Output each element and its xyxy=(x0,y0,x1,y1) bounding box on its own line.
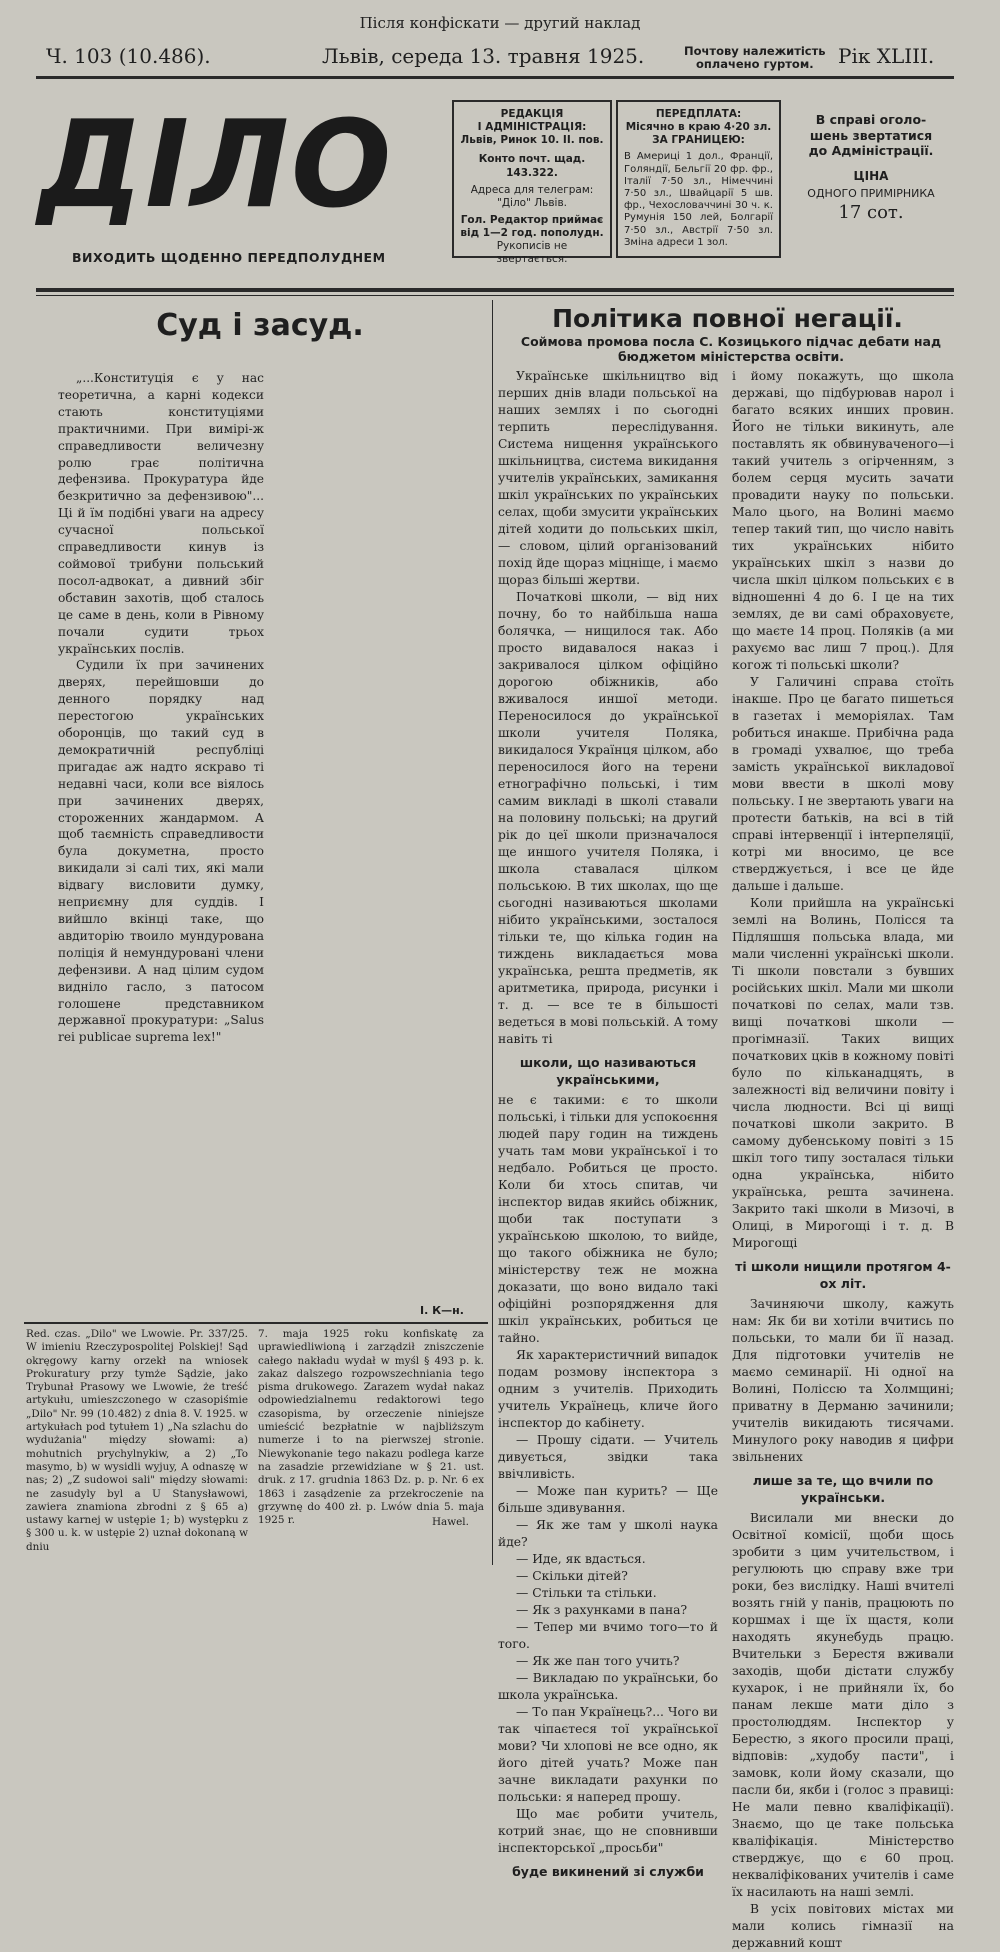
subscription-box xyxy=(616,100,781,258)
main-paragraph: — Як з рахунками в пана? xyxy=(516,1603,688,1617)
main-paragraph: Початкові школи, — від них почну, бо то найбільша наша болячка, — нищилося так. Або просто видавалося наказ і закривалося цілком офіційно дорогою обіжників, або вживалося иншої методи. Переносилося до української школи учителя Поляка, викидалося Українця цілком, або переносилося його на терени етнографічно польські, і тим самим викладі в школі ставали на половину польські; на другий рік до цеї школи призначалося ще иншого учителя Поляка, і школа ставалася цілком польською. В тих школах, що ще сьогодні називаються школами нібито українськими, зосталося тільки те, що кілька годин на тиждень викладається мова українська, решта предметів, як аритметика, природа, рисунки і т. д. — все те в більшості ведеться в мові польській. А тому навіть ті xyxy=(498,590,718,1046)
masthead-rule-bottom xyxy=(36,295,954,296)
ads-line-3: до Адміністрації. xyxy=(808,143,934,158)
main-column-1 xyxy=(498,368,718,1884)
main-paragraph: — Як же пан того учить? xyxy=(516,1654,680,1668)
main-subheading: школи, що називаються українськими, xyxy=(519,1055,697,1087)
main-paragraph: Як характеристичний випадок подам розмову інспектора з одним з учителів. Приходить учитель Українець, кличе його інспектор до кабінету. xyxy=(498,1348,718,1430)
main-paragraph: і йому покажуть, що школа державі, що підбурював нарол і багато всяких инших провин. Його не тільки викинуть, але поставлять як обвинуваченого—і такий учитель з огірченням, з болем серця мусить зачати провадити науку по польськи. Мало цього, на Волині маємо тепер такий тип, що число навіть тих українських нібито українських шкіл з назви до числа шкіл цілком польських є в відношенні 4 до 6. І це на тих землях, де ви самі обраховуєте, що маєте 14 проц. Поляків (а ми рахуємо вас лиш 7 проц.). Для когож ті польські школи? xyxy=(732,369,954,672)
dateline: Львів, середа 13. травня 1925. xyxy=(322,44,645,68)
left-paragraph: Судили їх при зачинених дверях, перейшовши до денного порядку над перестогою українських оборонців, що такий суд в демократичній республіці пригадає аж надто яскраво ті недавні часи, коли все віялось при зачинених дверях, стороженних жандармом. А щоб таємність справедливости була докуметна, просто викидали зі салі тих, які мали відвагу висловити думку, неприємну для суддів. І вийшло вкінці таке, що авдиторію твоило мундурована поліція й немундуровані члени дефензиви. А над цілим судом видніло гасло, з патосом голошене представником державної прокуратури: „Salus rei publicae suprema lex!" xyxy=(58,658,264,1045)
main-paragraph: — Скільки дітей? xyxy=(516,1569,628,1583)
left-paragraph: „...Конституція є у нас теоретична, а карні кодекси стають конституціями практичними. При вимірі-ж справедливости величезну ролю грає політична дефензива. Прокуратура йде безкритично за дефензивою"... Ці й їм подібні уваги на адресу сучасної польської справедливости кинув із соймової трибуни польський посол-адвокат, а дивний збіг обставин захотів, щоб сталось це саме в день, коли в Рівному почали судити трьох українських послів. xyxy=(58,371,264,656)
editorial-subtitle: І АДМІНІСТРАЦІЯ: xyxy=(477,121,587,134)
main-paragraph: В усіх повітових містах ми мали колись гімназії на державний кошт xyxy=(732,1902,954,1950)
legal-rule xyxy=(24,1322,488,1324)
main-paragraph: Українське шкільництво від перших днів влади польської на наших землях і по сьогодні терпить переслідування. Система нищення українського шкільництва, система викидання учителів українських, замикання шкіл українських по українських селах, щоби змусити українських дітей ходити до польських шкіл, — словом, цілий організований похід йде щораз міцніще, і маємо щораз більші жертви. xyxy=(498,369,718,587)
main-subheading: ті школи нищили протягом 4-ох літ. xyxy=(735,1259,951,1291)
main-paragraph: — Иде, як вдасться. xyxy=(516,1552,646,1566)
column-divider xyxy=(492,300,493,1565)
main-paragraph: Висилали ми внески до Освітної комісії, щоби щось зробити з цим учительством, і регулюють цю справу вже три роки, без вислідку. Наші вчителі возять гній у панів, працюють по коршмах і ще їх щастя, коли находять якунебудь працю. Вчительки з Берестя вживали заходів, щоби дістати службу кухарок, і не прийняли їх, бо панам лекше мати діло з простолюддям. Інспектор у Берестю, з якого просили праці, відповів: „худобу пасти", і замовк, коли йому сказали, що пасли би, якби і (голос з правиці: Не мали певно кваліфікації). Знаємо, що це таке польська кваліфікація. Міністерство стверджує, що є 60 проц. некваліфікованих учителів і саме їх насилають на наші землі. xyxy=(732,1511,954,1899)
edition-note: Після конфіскати — другий наклад xyxy=(359,14,641,32)
price-value: 17 сот. xyxy=(838,201,904,223)
ads-line-2: шень звертатися xyxy=(809,127,933,143)
main-paragraph: — То пан Українець?... Чого ви так чіпаєтеся тої української мови? Чи хлопові не все одно, як його дітей учать? Може пан зачне викладати рахунки по польськи: я наперед прошу. xyxy=(498,1705,718,1804)
main-paragraph: — Може пан курить? — Ще більше здивування. xyxy=(498,1484,718,1515)
left-article-body xyxy=(58,370,264,1046)
main-paragraph: У Галичині справа стоїть інакше. Про це багато пишеться в газетах і меморіялах. Там робиться инакше. Прибічна рада в громаді ухвалює, що треба замість української викладової мови ввести в школі мову польську. І не звертають уваги на протести батьків, на всі в тій справі інтервенції і інтерпеляції, котрі ми вносимо, це все стверджується, і все це йде дальше і дальше. xyxy=(732,675,954,893)
editorial-box xyxy=(452,100,612,266)
editorial-account: Конто почт. щад. 143.322. xyxy=(478,153,586,179)
ads-line-1: В справі оголо- xyxy=(815,112,927,127)
main-column-2 xyxy=(732,368,954,1952)
legal-notice-right: 7. maja 1925 roku konfiskatę za uprawiedliwioną i zarządził zniszczenie całego nakładu wydał w myśl § 493 p. k. zakaz dalszego rozpowszechniania tego pisma drukowego. Zarazem wydał nakaz odpowiedzialnemu redaktorowi tego czasopisma, by orzeczenie niniejsze umieścić bezpłatnie w najbliższym numerze i to na pierwszej stronie. Niewykonanie tego nakazu podlega karze na zasadzie przewidziane w § 21. ust. druk. z 17. grudnia 1863 Dz. p. p. Nr. 6 ex 1863 i zasądzenie za przekroczenie na grzywnę do 400 zł. p. Lwów dnia 5. maja 1925 r. xyxy=(258,1328,484,1527)
price-label: ОДНОГО ПРИМІРНИКА xyxy=(807,186,935,200)
masthead-logo: ДІЛО xyxy=(38,93,394,235)
postage-line-2: оплачено гуртом. xyxy=(695,57,814,71)
main-paragraph: — Стільки та стільки. xyxy=(516,1586,657,1600)
price-title: ЦІНА xyxy=(853,168,889,183)
main-headline: Політика повної негації. xyxy=(552,304,903,333)
main-paragraph: — Прошу сідати. — Учитель дивується, звідки така ввічливість. xyxy=(498,1433,718,1481)
main-subheading: лише за те, що вчили по українськи. xyxy=(752,1473,934,1505)
issue-number: Ч. 103 (10.486). xyxy=(46,44,211,68)
main-paragraph: — Викладаю по українськи, бо школа українська. xyxy=(498,1671,718,1702)
subscription-domestic: Місячно в краю 4·20 зл. xyxy=(625,121,772,134)
main-paragraph: Що має робити учитель, котрий знає, що не сповнивши інспекторської „просьби" xyxy=(498,1807,718,1855)
legal-signature: Hawel. xyxy=(432,1516,469,1528)
editorial-hours: Гол. Редактор приймає від 1—2 год. пополудн. xyxy=(460,213,604,239)
editorial-address: Львів, Ринок 10. II. пов. xyxy=(460,134,604,147)
main-paragraph: — Як же там у школі наука йде? xyxy=(498,1518,718,1549)
masthead-rule-top xyxy=(36,288,954,292)
main-subheadline: Соймова промова посла С. Козицького підчас дебати над бюджетом міністерства освіти. xyxy=(520,334,942,364)
subscription-abroad: В Америці 1 дол., Франції, Голяндії, Бельгії 20 фр. фр., Італії 7·50 зл., Німеччині 7·50 зл., Швайцарії 5 шв. фр., Чехословаччині 30 ч. к. Румунія 150 лей, Болгарії 7·50 зл., Австрії 7·50 зл. Зміна адреси 1 зол. xyxy=(624,151,773,248)
subscription-title: ПЕРЕДПЛАТА: xyxy=(655,108,742,120)
header-rule xyxy=(36,76,954,79)
postage-line-1: Почтову належитість xyxy=(684,44,826,58)
year-label: Рік XLIII. xyxy=(838,44,935,68)
main-subheading: буде викинений зі служби xyxy=(512,1864,704,1879)
editorial-telegram: Адреса для телеграм: "Діло" Львів. xyxy=(470,183,594,209)
legal-notice-left: Red. czas. „Dilo" we Lwowie. Pr. 337/25. W imieniu Rzeczypospolitej Polskiej! Sąd okręgowy karny orzekł na wniosek Prokuratury przy tymże Sądzie, jako Trybunał Prasowy we Lwowie, że treść artykułu, umieszczonego w czasopiśmie „Dilo" Nr. 99 (10.482) z dnia 8. V. 1925. w artykułach pod tytułem 1) „Na szlachu do wydużania" między słowami: a) mohutnich prychylnykiw, a 2) „To masymo, b) w wysidli wyjuy, A odnaszę w nas; 2) „Z sudowoi sali" między słowami: ne zasudyly byl a U Stanysławowi, zawiera znamiona zbrodni z § 65 a) ustawy karnej w ustępie 1; b) występku z § 300 u. k. w ustępie 2) uznał dokonaną w dniu xyxy=(26,1328,248,1553)
price-box xyxy=(786,112,956,223)
subscription-abroad-title: ЗА ГРАНИЦЕЮ: xyxy=(652,134,745,147)
masthead-tagline: ВИХОДИТЬ ЩОДЕННО ПЕРЕДПОЛУДНЕМ xyxy=(72,250,386,265)
editorial-title: РЕДАКЦІЯ xyxy=(500,108,564,120)
main-paragraph: — Тепер ми вчимо того—то й того. xyxy=(498,1620,718,1651)
left-headline: Суд і засуд. xyxy=(156,308,364,343)
left-signature: І. К—н. xyxy=(420,1304,464,1317)
postage-note xyxy=(684,45,826,71)
main-paragraph: Коли прийшла на українські землі на Волинь, Полісся та Підляшшя польська влада, ми мали численні українські школи. Ті школи повстали з бувших російських шкіл. Мали ми школи початкові по селах, мали тзв. вищі початкові школи — прогімназії. Таких вищих початкових цків в кожному повіті було по кільканадцять, в залежності від величини повіту і числа людности. Всі ці вищі початкові школи закрито. В самому дубенському повіті з 15 шкіл того типу зосталася тільки одна українська, нібито українська, решта зачинена. Закрито такі школи в Мизочі, в Олиці, в Мирогощі і т. д. В Мирогощі xyxy=(732,896,954,1250)
main-paragraph: Зачиняючи школу, кажуть нам: Як би ви хотіли вчитись по польськи, то мали би її назад. Для підготовки учителів не маємо семинарії. Ні одної на Волині, Поліссю та Холмщині; приватну в Дерманю зачинили; учителів викидають тисячами. Минулого року наводив я цифри звільнених xyxy=(732,1297,954,1464)
main-paragraph: не є такими: є то школи польські, і тільки для успокоєння людей пару годин на тиждень учать там мови української і то недбало. Робиться це просто. Коли би хтось спитав, чи інспектор видав якийсь обіжник, щоби так поступати з українською школою, то вийде, що такого обіжника не було; міністерству теж не можна доказати, що воно видало такі офіційні розпорядження для шкіл українських, робиться це тайно. xyxy=(498,1093,718,1345)
editorial-manuscripts: Рукописів не звертається. xyxy=(496,240,568,266)
